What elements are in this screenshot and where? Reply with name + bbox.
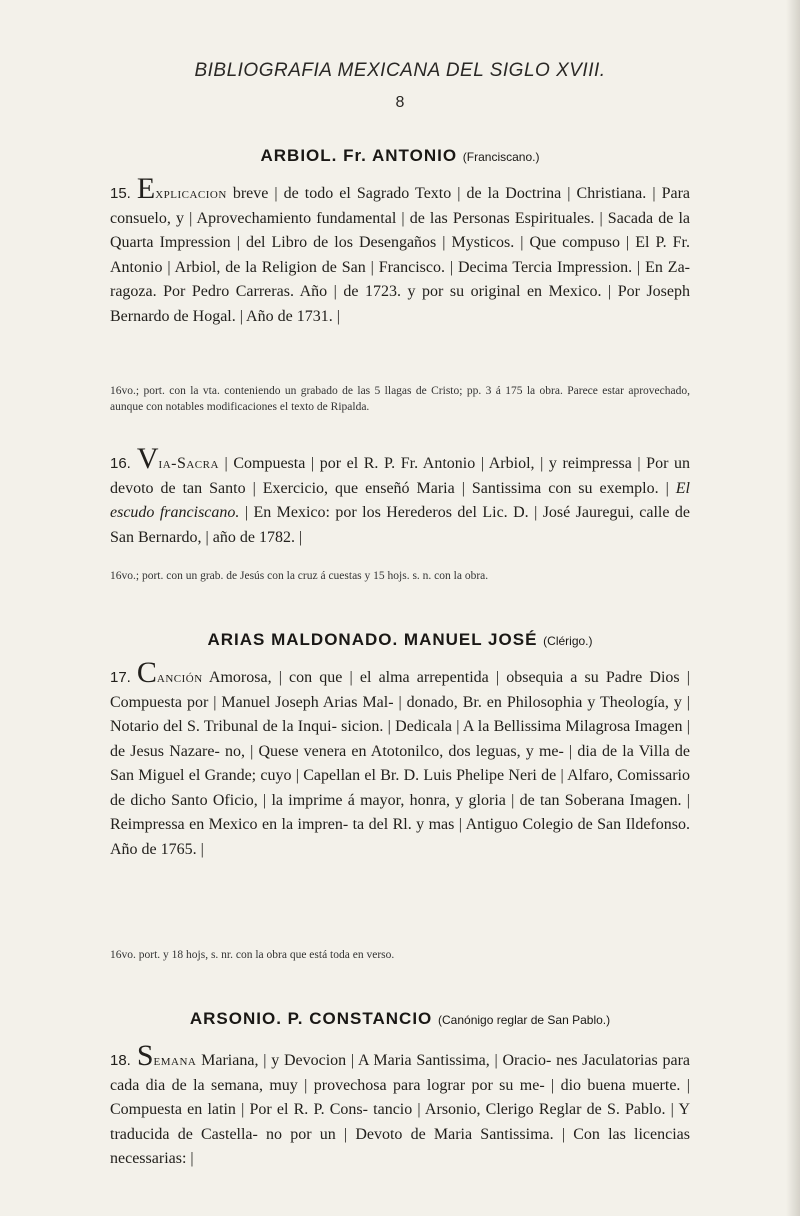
entry-text: breve | de todo el Sagrado Texto | de la Doctrina | Christiana. | Para consuelo, y | Aprovechamiento fundamental | de las Personas Espirituales. | Sacada de la Quarta Impression | del Libro de los Desengaños | Mysticos. | Que compuso | El P. Fr. Antonio | Arbiol, de la Religion de San | Francisco. | Decima Tercia Impression. | En Za- ragoza. Por Pedro Carreras. Año | de 1723. y por su original en Mexico. | Por Joseph Bernardo de Hogal. | Año de 1731. | xyxy=(110,185,690,325)
entry-lead-word: anción xyxy=(156,669,203,686)
running-title: BIBLIOGRAFIA MEXICANA DEL SIGLO XVIII. xyxy=(194,60,606,81)
entry-text: Amorosa, | con que | el alma arrepentida | obsequia a su Padre Dios | Compuesta por | Manuel Joseph Arias Mal- | donado, Br. en Philosophia y Theología, y | Notario del S. Tribunal de la Inqui- sicion. | Dedicala | A la Bellissima Milagrosa Imagen | de Jesus Nazare- no, | Quese venera en Atotonilco, dos leguas, y me- | dia de la Villa de San Miguel el Grande; cuyo | Capellan el Br. D. Luis Phelipe Neri de | Alfaro, Comissario de dicho Santo Oficio, | la imprime á mayor, honra, y gloria | de tan Soberana Imagen. | Reimpressa en Mexico en la impren- ta del Rl. y mas | Antiguo Colegio de San Ildefonso. Año de 1765. | xyxy=(110,669,690,858)
page-number: 8 xyxy=(395,94,405,111)
drop-initial: V xyxy=(136,442,159,475)
entry-16 xyxy=(110,442,691,550)
author-note: (Clérigo.) xyxy=(543,634,593,648)
drop-initial: E xyxy=(136,172,156,205)
entry-number: 16. xyxy=(110,455,131,472)
entry-number: 18. xyxy=(110,1052,131,1069)
page-edge-shadow xyxy=(786,0,800,1216)
entry-text: | Compuesta | por el R. P. Fr. Antonio | Arbiol, | y reimpressa | Por un devoto de tan Santo | Exercicio, que enseñó Maria | Santissima con su exemplo. | xyxy=(110,455,690,497)
entry-number: 15. xyxy=(110,185,131,202)
author-name: ARSONIO. P. CONSTANCIO xyxy=(189,1009,433,1028)
author-name: ARIAS MALDONADO. MANUEL JOSÉ xyxy=(207,630,538,649)
author-heading xyxy=(0,1009,800,1029)
entry-text: Mariana, | y Devocion | A Maria Santissima, | Oracio- nes Jaculatorias para cada dia de la semana, muy | provechosa para lograr por su me- | dio buena muerte. | Compuesta en latin | Por el R. P. Cons- tancio | Arsonio, Clerigo Reglar de S. Pablo. | Y traducida de Castella- no por un | Devoto de Maria Santissima. | Con las licencias necessarias: | xyxy=(110,1052,690,1167)
entry-italic-text: El escudo franciscano. xyxy=(110,479,690,521)
author-heading xyxy=(0,146,800,166)
entry-15 xyxy=(110,172,690,329)
entry-17 xyxy=(110,656,690,862)
entry-lead-word: xplicacion xyxy=(155,185,227,202)
entry-lead-word: ia-Sacra xyxy=(158,455,219,472)
entry-description: 16vo.; port. con un grab. de Jesús con la cruz á cuestas y 15 hojs. s. n. con la obra. xyxy=(110,570,489,582)
entry-description: 16vo. port. y 18 hojs, s. nr. con la obra que está toda en verso. xyxy=(110,949,395,961)
author-note: (Franciscano.) xyxy=(462,150,540,164)
author-note: (Canónigo reglar de San Pablo.) xyxy=(438,1013,611,1027)
entry-number: 17. xyxy=(110,669,131,686)
entry-description: 16vo.; port. con la vta. conteniendo un grabado de las 5 llagas de Cristo; pp. 3 á 175 la obra. Parece estar aprovechado, aunque con notables modificaciones el texto de Ripalda. xyxy=(110,385,690,413)
entry-text: | En Mexico: por los Herederos del Lic. D. | José Jauregui, calle de San Bernardo, | año de 1782. | xyxy=(110,504,691,546)
author-heading xyxy=(0,630,800,650)
entry-lead-word: emana xyxy=(153,1052,197,1069)
drop-initial: C xyxy=(136,656,157,689)
drop-initial: S xyxy=(136,1039,154,1072)
entry-18 xyxy=(110,1039,690,1172)
author-name: ARBIOL. Fr. ANTONIO xyxy=(260,146,458,165)
